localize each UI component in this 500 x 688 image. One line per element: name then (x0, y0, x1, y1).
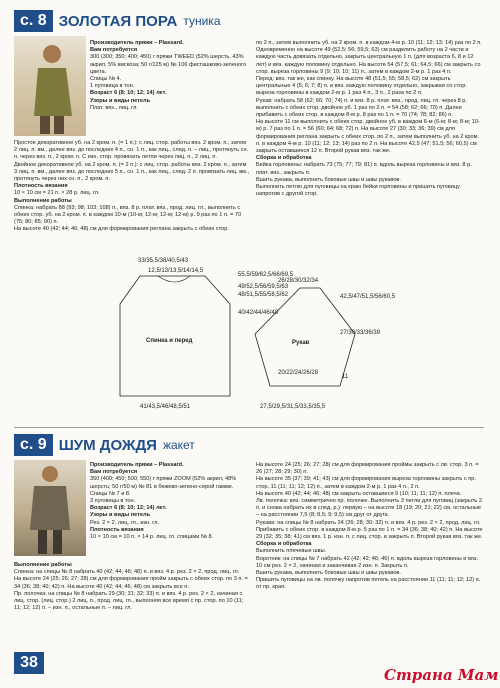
section-8-left-column (90, 40, 250, 112)
sew-text: Вшить рукава, выполнить боковые швы и швы рукавов. (256, 176, 401, 183)
section-8-header (14, 10, 484, 32)
patterns-text: Плат. вяз., лиц. гл. (90, 104, 138, 111)
r9-p9: Вшить рукава, выполнить боковые швы и швы рукавов. (256, 570, 401, 577)
buttons-text-9: 3 пуговицы в тон. (90, 498, 136, 505)
r9-p10: Пришить пуговицы на лв. полочку напротив петель на расстоянии 11 (11; 11; 12; 12) п. от пр. края. (256, 577, 481, 591)
back-text-9: Спинка: на спицы № 8 набрать 40 (42; 44; 46; 48) п. и вяз. 4 р. рез. 2 × 2, прод. лиц. гл. (14, 569, 240, 576)
watermark-logo: Страна Мам (384, 666, 499, 684)
body-h3-label: 48/51,5/55/58,5/62 (238, 292, 289, 298)
patterns-heading-9: Узоры и виды петель (90, 512, 151, 519)
section-9-title: ШУМ ДОЖДЯ (58, 436, 157, 454)
buttons-text: 1 пуговица в тон. (90, 83, 135, 90)
body-bottom-label: 41/43,5/46/48,5/51 (140, 404, 191, 410)
sleeve-bottom-label: 27,5/29,5/31,5/33,5/35,5 (260, 404, 326, 410)
section-9-subtitle: жакет (162, 438, 195, 452)
sleeve-mid-label: 20/22/24/26/28 (278, 370, 319, 376)
section-8-left-body (14, 140, 250, 234)
section-8-subtitle: туника (183, 14, 221, 28)
armhole-text-9: На высоте 24 (25; 26; 27; 28) см для формирования пройм закрыть с обеих стор. по 3 п. = 34 (36; 38; 40; 42) п. На высоте 40 (42; 44; 46; 48) см закрыть все п. (14, 576, 248, 590)
decrease-simple: Простое декоративное уб. на 2 кром. п. (= 1 п.): с лиц. стор. работы вяз. 2 кром. п., затем 2 лиц. п. вм., далее вяз. до последних 4 п., сн. 1 п., как лиц., след. п. – лиц., протянуть сн. п. через вяз. п., 2 кром. п. С изн. стор. провязать петли через лиц. п., 2 лиц. п. (14, 140, 249, 161)
r9-p8: Воротник: на спицы № 7 набрать 42 (42; 42; 46; 46) п. вдоль выреза горловины и вяз. 10 см рез. 2 × 2, начиная и заканчивая 2 изн. п. Закрыть п. (256, 555, 479, 569)
gauge-text: 10 × 10 см = 21 п. × 28 р. лиц. гл. (14, 190, 100, 197)
section-9-left-body (14, 562, 250, 612)
r9-p2: На высоте 35 (37; 39; 41; 43) см для формирования выреза горловины закрыть с пр. стор. 11 (11; 11; 12; 12) п., затем в каждом 2-м р. 1 раз 4 п., 2 п. (256, 476, 476, 490)
gauge-heading-9: Плотность вязания (90, 526, 144, 533)
materials-heading-9: Вам потребуется (90, 469, 138, 476)
yarn-maker-9: Производитель пряжи – Plassard. (90, 462, 184, 468)
section-9-right-column (256, 462, 484, 592)
body-neck-label: 12,5/13/13,5/14/14,5 (148, 268, 204, 274)
gauge-text-9: 10 × 10 см = 10 п. × 14 р. лиц. гл. спицами № 8. (90, 534, 214, 541)
yarn-maker: Производитель пряжи – Plassard. (90, 40, 184, 46)
materials-text-9: 350 (400; 450; 500; 550) г пряжи ZOOM (52% акрил, 48% шерсть; 50 г/50 м) № 81 в бежево-зелено-серой гамме. (90, 476, 237, 490)
tunic-model-figure (14, 36, 86, 136)
raglan-text: На высоте 40 (42; 44; 46; 48) см для формирования реглана закрыть с обеих стор. (14, 226, 229, 233)
r9-p7: Выполнить плечевые швы. (256, 548, 327, 555)
model-photo-tunic (14, 36, 86, 136)
materials-heading: Вам потребуется (90, 47, 138, 54)
r9-assembly-heading: Сборка и обработка (256, 541, 312, 548)
section-9-header (14, 434, 484, 456)
model-photo-jacket (14, 460, 86, 556)
assembly-heading: Сборка и обработка (256, 155, 312, 162)
buttonhole-text: Выполнить петлю для пуговицы на краю бейки горловины и пришить пуговицу напротив с другой стор. (256, 184, 460, 198)
section-8-title: ЗОЛОТАЯ ПОРА (58, 12, 178, 30)
body-outline (120, 276, 230, 396)
right-sleeve: Рукав: набрать 58 (62; 66; 70; 74) п. и вяз. 8 р. плат. вяз., прод. лиц. гл. через 8 р. выполнить с обеих стор. двойное уб. 1 раз по 2 п. = 54 (58; 62; 66; 70) п. Далее прибавить с обеих стор. в каждом 8-м р. 8 раз по 1 п. = 70 (74; 78; 82; 86) п. (256, 97, 467, 119)
gauge-heading: Плотность вязания (14, 183, 68, 190)
body-h1-label: 55,5/59/62,5/66/69,5 (238, 272, 294, 278)
sleeve-h2-label: 27/30/33/36/39 (340, 330, 381, 336)
section-8-right-column (256, 40, 484, 198)
patterns-text-9: Рез. 2 × 2, лиц. гл., изн. гл. (90, 519, 160, 526)
r9-p3: На высоте 40 (42; 44; 46; 48) см закрыть оставшиеся 9 (10; 11; 11; 12) п. плеча. (256, 490, 462, 497)
patterns-heading: Узоры и виды петель (90, 97, 151, 104)
age-text-9: Возраст 6 (8; 10; 12; 14) лет. (90, 505, 167, 512)
sleeve-top-label: 26/28/30/32/34 (278, 278, 319, 284)
right-sleeve-cont: На высоте 11 см выполнить с обеих стор. двойное уб. в каждом 6-м (6-м; 8-м; 8-м; 10-м) р. 7 раз по 1 п. = 56 (60; 64; 68; 72) п. На высоте 27 (30; 33; 36; 39) см для формирования реглана закрыть с обеих стор. по 2 п., затем выполнить уб. на 2 кром. п. в каждом 4-м р. 10 (11; 12; 13; 14) раз по 2 п. На высоте 42,5 (47; 51,5; 56; 60,5) см закрыть оставшиеся 12 п. Второй рукав вяз. так же. (256, 119, 480, 155)
needles-text-9: Спицы № 7 и 8. (90, 490, 131, 497)
back-text: Спинка: набрать 88 (93; 98; 103; 108) п., вяз. 8 р. плат. вяз., прод. лиц. гл., выполнить с обеих стор. уб. на 2 кром. п. в каждом 10-м (10-м; 12-м; 12-м; 12-м) р. 9 раз по 1 п. = 70 (75; 80; 85; 90) п. (14, 204, 242, 226)
section-9-number: с. 9 (14, 434, 53, 456)
body-name-label: Спинка и перед (146, 338, 193, 344)
age-text: Возраст 6 (8; 10; 12; 14) лет. (90, 90, 167, 97)
right-front-text-9: Пр. полочка: на спицы № 8 набрать 29 (30; 31; 32; 33) п. и вяз. 4 р. рез. 2 × 2, начиная с лиц. стор. (лиц. стор.) 2 лиц. п., прод. лиц. гл., выполняя все время с пр. стор. по 10 (11; 11; 12; 12) п. – изн. п., остальные п. – лиц. гл. (14, 590, 244, 612)
sleeve-cuff-label: 11 (342, 374, 349, 380)
right-front: Перед: вяз. так же, как спинку. На высоте 48 (51,5; 55; 58,5; 62) см закрыть центральные 4 (5; 6; 7; 8) п. и вяз. каждую половину отдельно, закрывая со стор. выреза горловины в каждом 2-м р. 1 раз 4 п., 3 п., 2 раза по 2 п. (256, 76, 467, 97)
section-divider (14, 427, 484, 428)
right-p1: по 2 п., затем выполнить уб. на 2 кром. п. в каждом 4-м р. 10 (11; 12; 13; 14) раз по 2 п. Одновременно на высоте 49 (52,5; 56; 59,5; 63) см разделить работу на 2 части и каждую часть довязать отдельно, закрыть центральную 1 п. (для возраста 6, 8 и 12 лет) и вяз. каждую половину отдельно. На высоте 54 (57,5; 61; 64,5; 66) см закрыть со стор. выреза горловины 9 (9; 10; 10; 11) п., затем в каждом 2-м р. 1 раз 4 п. (256, 40, 482, 75)
r9-p1: На высоте 24 (25; 26; 27; 28) см для формирования проймы закрыть с лв. стор. 3 п. = 26 (27; 28; 29; 30) п. (256, 462, 479, 476)
body-h4-label: 40/42/44/46/48 (238, 310, 279, 316)
tunic-schematics (110, 246, 490, 416)
r9-p5: Рукава: на спицы № 8 набрать 24 (26; 28; 30; 32) п. и вяз. 4 р. рез. 2 × 2, прод. лиц. гл. Прибавить с обеих стор. в каждом 8-м р. 5 раз по 1 п. = 34 (36; 38; 40; 42) п. На высоте 29 (32; 35; 38; 41) см вяз. 1 р. изн. п. с лиц. стор. и закрыть п. Второй рукав вяз. так же. (256, 519, 483, 541)
r9-p4: Лв. полочка: вяз. симметрично пр. полочке. Выполнить 3 петли для пуговиц (закрыть 2 п. и снова набрать их в след. р.): первую – на высоте 18 (19; 20; 21; 22) см, остальные – на расстоянии 7,5 (8; 8,5; 9; 9,5) см друг от друга. (256, 498, 482, 519)
instructions-heading-9: Выполнение работы (14, 562, 72, 568)
body-h2-label: 49/52,5/56/59,5/63 (238, 284, 289, 290)
jacket-model-figure (14, 460, 86, 556)
instructions-heading: Выполнение работы (14, 197, 72, 204)
page-number: 38 (14, 652, 44, 674)
needles-text: Спицы № 4. (90, 76, 122, 83)
sleeve-name-label: Рукав (292, 340, 310, 346)
section-9-left-column (90, 462, 250, 541)
decrease-double: Двойное декоративное уб. на 2 кром. п. (= 2 п.): с лиц. стор. работы вяз. 2 кром. п., затем 3 лиц. п. вм., далее вяз. до последних 5 п., сн. 1 п., как лиц., след. 2 п. провязать лиц. вм., протянуть через них сн. п., 2 кром. п. (14, 161, 250, 183)
sleeve-h1-label: 42,5/47/51,5/56/60,5 (340, 294, 396, 300)
body-top-label: 33/35,5/38/40,5/43 (138, 258, 189, 264)
neckband-text: Бейка горловины: набрать 73 (75; 77; 79; 81) п. вдоль выреза горловины и вяз. 8 р. плат. вяз., закрыть п. (256, 162, 472, 176)
section-8-number: с. 8 (14, 10, 53, 32)
materials-text: 300 (300; 350; 400; 450) г пряжи TWEED (52% шерсть, 43% акрил, 5% вискоза; 50 г/125 м) № 106 фисташково-зеленого цвета. (90, 54, 247, 75)
